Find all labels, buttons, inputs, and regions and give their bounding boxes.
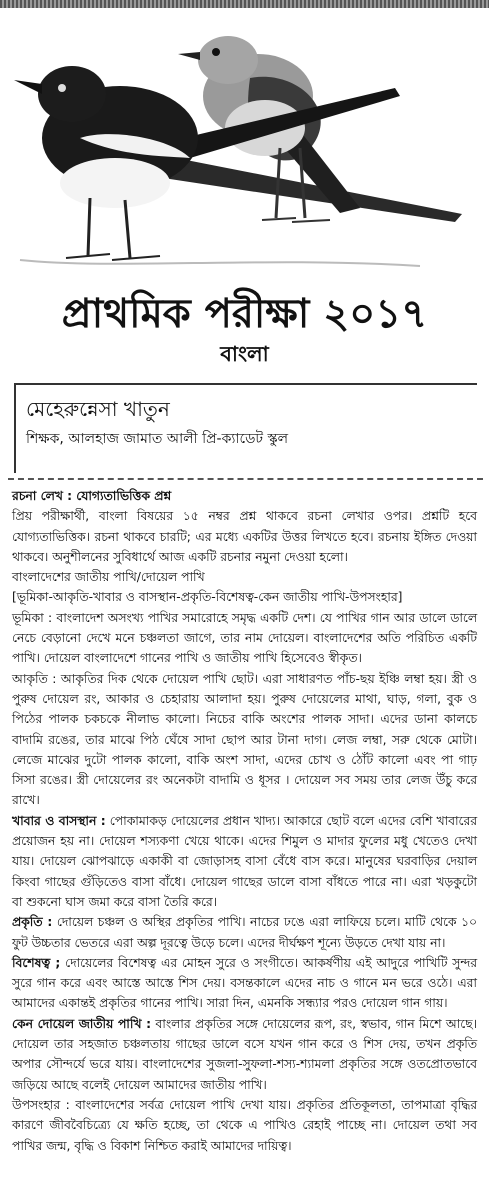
top-border-strip [0,0,489,8]
page-title: প্রাথমিক পরীক্ষা ২০১৭ [61,291,428,337]
paragraph-label: ভূমিকা : [12,610,53,625]
paragraph-food-habitat: খাবার ও বাসস্থান : পোকামাকড় দোয়েলের প্রধান খাদ্য। আকারে ছোট বলে এদের বেশি খাবারের প্রয়োজন হয় না। দোয়েল শস্যকণা খেয়ে থাকে। এদের শিমুল ও মাদার ফুলের মধু খেতেও দেখা যায়। দোয়েল ঝোপঝাড়ে একাকী বা জোড়াসহ বাসা বেঁধে বাস করে। মানুষের ঘরবাড়ির দেয়াল কিংবা গাছের গুঁড়িতেও বাসা বাঁধে। দোয়েল গাছের ডালে বাসা বাঁধতে পারে না। এরা খড়কুটো বা শুকনো ঘাস জমা করে বাসা তৈরি করে। [12,813,477,909]
section-label: রচনা লেখ : যোগ্যতাভিত্তিক প্রশ্ন [12,489,172,503]
paragraph-label: উপসংহার : [12,1097,70,1112]
paragraph-label: বিশেষত্ব ; [12,955,61,970]
subject-heading: বাংলা [220,342,269,366]
paragraph-speciality: বিশেষত্ব ; দোয়েলের বিশেষত্ব এর মোহন সুরে ও সংগীতে। আকর্ষণীয় এই আদুরে পাখিটি সুন্দর সুরে গান করে এবং আস্তে আস্তে শিস দেয়। বসন্তকালে এদের নাচ ও গানে মন ভরে ওঠে। এরা আমাদের একান্তই প্রকৃতির গানের পাখি। সারা দিন, এমনকি সন্ধ্যার পরও দোয়েল গান গায়। [12,955,477,1011]
paragraph-label: খাবার ও বাসস্থান : [12,813,106,828]
essay-article [12,486,477,1156]
paragraph-label: প্রকৃতি : [12,915,53,930]
paragraph-conclusion: উপসংহার : বাংলাদেশের সর্বত্র দোয়েল পাখি দেখা যায়। প্রকৃতির প্রতিকূলতা, তাপমাত্রা বৃদ্ধির কারণে জীববৈচিত্র্যে যে ক্ষতি হচ্ছে, তা থেকে এ পাখিও রেহাই পাচ্ছে না। দোয়েল তথা সব পাখির জন্ম, বৃদ্ধি ও বিকাশ নিশ্চিত করাই আমাদের দায়িত্ব। [12,1097,477,1153]
paragraph-introduction: ভূমিকা : বাংলাদেশ অসংখ্য পাখির সমারোহে সমৃদ্ধ একটি দেশ। যে পাখির গান আর ডালে ডালে নেচে বেড়ানো দেখে মনে চঞ্চলতা জাগে, তার নাম দোয়েল। বাংলাদেশের অতি পরিচিত একটি পাখি। দোয়েল বাংলাদেশে গানের পাখি ও জাতীয় পাখি হিসেবেও স্বীকৃত। [12,610,477,666]
paragraph-label: কেন দোয়েল জাতীয় পাখি : [12,1016,152,1031]
intro-paragraph: প্রিয় পরীক্ষার্থী, বাংলা বিষয়ের ১৫ নম্বর প্রশ্ন থাকবে রচনা লেখার ওপর। প্রশ্নটি হবে যোগ্যতাভিত্তিক। রচনা থাকবে চারটি; এর মধ্যে একটির উত্তর লিখতে হবে। রচনায় ইঙ্গিত দেওয়া থাকবে। অনুশীলনের সুবিধার্থে আজ একটি রচনার নমুনা দেওয়া হলো। [12,509,477,564]
paragraph-shape: আকৃতি : আকৃতির দিক থেকে দোয়েল পাখি ছোট। এরা সাধারণত পাঁচ-ছয় ইঞ্চি লম্বা হয়। স্ত্রী ও পুরুষ দোয়েল রং, আকার ও চেহারায় আলাদা হয়। পুরুষ দোয়েলের মাথা, ঘাড়, গলা, বুক ও পিঠের পালক চকচকে নীলাভ কালো। নিচের বাকি অংশের পালক সাদা। এদের ডানা কালচে বাদামি রঙের, তার মাঝে পিঠ ঘেঁষে সাদা ছোপ আর টানা দাগ। লেজ লম্বা, সরু থেকে মোটা। লেজে মাঝের দুটো পালক কালো, বাকি অংশ সাদা, এদের চোখ ও ঠোঁট কালো এবং পা গাঢ় সিসা রঙের। স্ত্রী দোয়েলের রং অনেকটা বাদামি ও ধূসর । দোয়েল সব সময় তার লেজ উঁচু করে রাখে। [12,671,477,808]
section-divider [8,478,483,480]
author-role: শিক্ষক, আলহাজ জামাত আলী প্রি-ক্যাডেট স্কুল [26,431,289,447]
paragraph-why-national-bird: কেন দোয়েল জাতীয় পাখি : বাংলার প্রকৃতির সঙ্গে দোয়েলের রূপ, রং, স্বভাব, গান মিশে আছে। দোয়েল তার সহজাত চঞ্চলতায় গাছের ডালে বসে যখন গান করে ও শিস দেয়, তখন প্রকৃতি অপার সৌন্দর্যে ভরে যায়। বাংলাদেশের সুজলা-সুফলা-শস্য-শ্যামলা প্রকৃতির সঙ্গে ওতপ্রোতভাবে জড়িয়ে আছে বলেই দোয়েল আমাদের জাতীয় পাখি। [12,1016,477,1092]
magpie-robin-illustration [0,8,489,286]
author-name: মেহেরুন্নেসা খাতুন [26,397,170,421]
paragraph-nature: প্রকৃতি : দোয়েল চঞ্চল ও অস্থির প্রকৃতির পাখি। নাচের ঢঙে এরা লাফিয়ে চলে। মাটি থেকে ১০ ফুট উচ্চতার ভেতরে এরা অল্প দূরত্বে উড়ে চলে। এদের দীর্ঘক্ষণ শূন্যে উড়তে দেখা যায় না। [12,915,478,950]
essay-title: বাংলাদেশের জাতীয় পাখি/দোয়েল পাখি [12,570,205,585]
paragraph-label: আকৃতি : [12,671,57,686]
essay-outline: [ভূমিকা-আকৃতি-খাবার ও বাসস্থান-প্রকৃতি-বিশেষত্ব-কেন জাতীয় পাখি-উপসংহার] [12,590,403,605]
